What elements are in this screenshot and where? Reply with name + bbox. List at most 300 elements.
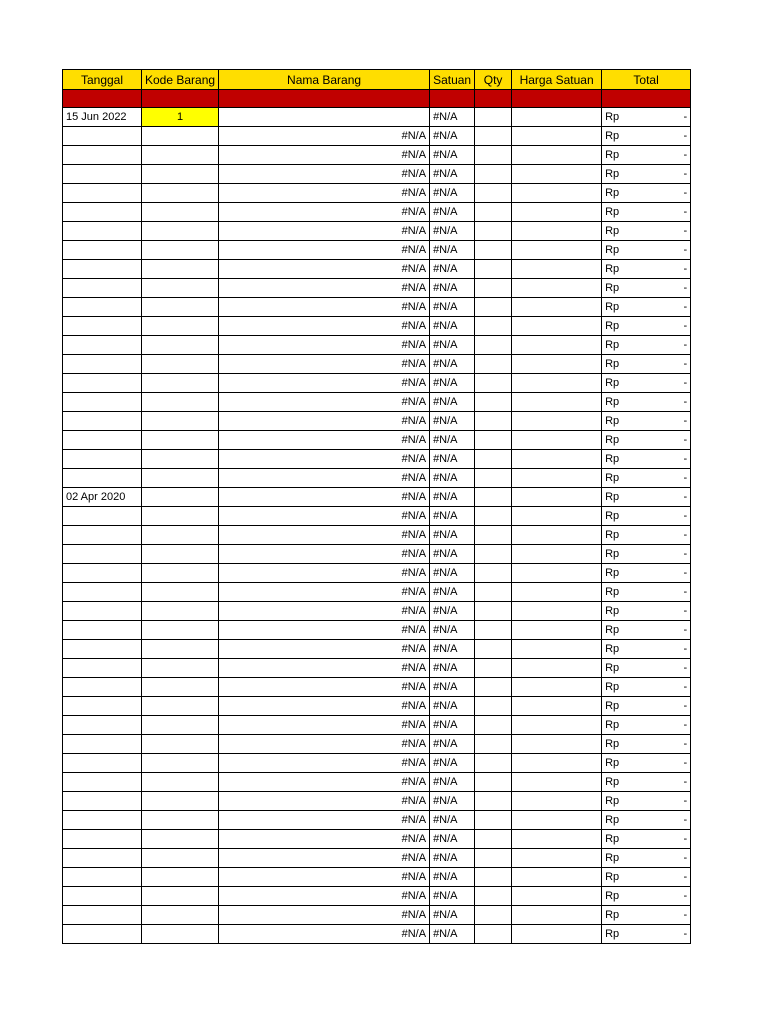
cell-total[interactable] bbox=[602, 887, 691, 906]
cell-tanggal[interactable] bbox=[63, 583, 142, 602]
cell-total[interactable] bbox=[602, 773, 691, 792]
cell-nama-barang[interactable]: #N/A bbox=[219, 336, 430, 355]
header-nama-barang[interactable]: Nama Barang bbox=[219, 70, 430, 90]
cell-satuan[interactable]: #N/A bbox=[430, 184, 475, 203]
cell-nama-barang[interactable]: #N/A bbox=[219, 754, 430, 773]
cell-qty[interactable] bbox=[475, 849, 512, 868]
cell-kode-barang[interactable] bbox=[142, 564, 219, 583]
cell-nama-barang[interactable]: #N/A bbox=[219, 298, 430, 317]
cell-total[interactable] bbox=[602, 735, 691, 754]
cell-tanggal[interactable] bbox=[63, 925, 142, 944]
cell-harga-satuan[interactable] bbox=[512, 906, 602, 925]
header-tanggal[interactable]: Tanggal bbox=[63, 70, 142, 90]
cell-tanggal[interactable] bbox=[63, 602, 142, 621]
cell-harga-satuan[interactable] bbox=[512, 735, 602, 754]
cell-total[interactable] bbox=[602, 108, 691, 127]
cell-kode-barang[interactable] bbox=[142, 450, 219, 469]
cell-nama-barang[interactable]: #N/A bbox=[219, 849, 430, 868]
cell-kode-barang[interactable] bbox=[142, 640, 219, 659]
cell-qty[interactable] bbox=[475, 507, 512, 526]
header-harga-satuan[interactable]: Harga Satuan bbox=[512, 70, 602, 90]
cell-satuan[interactable]: #N/A bbox=[430, 146, 475, 165]
cell-harga-satuan[interactable] bbox=[512, 830, 602, 849]
cell-harga-satuan[interactable] bbox=[512, 792, 602, 811]
cell-tanggal[interactable] bbox=[63, 507, 142, 526]
cell-tanggal[interactable] bbox=[63, 336, 142, 355]
cell-tanggal[interactable] bbox=[63, 127, 142, 146]
cell-satuan[interactable]: #N/A bbox=[430, 450, 475, 469]
header-satuan[interactable]: Satuan bbox=[430, 70, 475, 90]
cell-kode-barang[interactable] bbox=[142, 678, 219, 697]
cell-kode-barang[interactable] bbox=[142, 716, 219, 735]
cell-qty[interactable] bbox=[475, 925, 512, 944]
cell-harga-satuan[interactable] bbox=[512, 412, 602, 431]
cell-nama-barang[interactable]: #N/A bbox=[219, 621, 430, 640]
cell-qty[interactable] bbox=[475, 431, 512, 450]
cell-nama-barang[interactable]: #N/A bbox=[219, 279, 430, 298]
cell-harga-satuan[interactable] bbox=[512, 564, 602, 583]
cell-nama-barang[interactable]: #N/A bbox=[219, 925, 430, 944]
cell-harga-satuan[interactable] bbox=[512, 469, 602, 488]
cell-total[interactable] bbox=[602, 279, 691, 298]
cell-total[interactable] bbox=[602, 583, 691, 602]
cell-tanggal[interactable] bbox=[63, 203, 142, 222]
cell-harga-satuan[interactable] bbox=[512, 545, 602, 564]
cell-tanggal[interactable] bbox=[63, 887, 142, 906]
cell-qty[interactable] bbox=[475, 127, 512, 146]
cell-qty[interactable] bbox=[475, 203, 512, 222]
cell-harga-satuan[interactable] bbox=[512, 583, 602, 602]
cell-tanggal[interactable] bbox=[63, 868, 142, 887]
cell-harga-satuan[interactable] bbox=[512, 602, 602, 621]
cell-total[interactable] bbox=[602, 260, 691, 279]
cell-nama-barang[interactable]: #N/A bbox=[219, 241, 430, 260]
cell-kode-barang[interactable] bbox=[142, 925, 219, 944]
cell-qty[interactable] bbox=[475, 393, 512, 412]
cell-total[interactable] bbox=[602, 431, 691, 450]
cell-kode-barang[interactable] bbox=[142, 488, 219, 507]
cell-tanggal[interactable] bbox=[63, 374, 142, 393]
cell-harga-satuan[interactable] bbox=[512, 488, 602, 507]
cell-tanggal[interactable] bbox=[63, 355, 142, 374]
cell-total[interactable] bbox=[602, 849, 691, 868]
cell-harga-satuan[interactable] bbox=[512, 697, 602, 716]
cell-harga-satuan[interactable] bbox=[512, 431, 602, 450]
cell-satuan[interactable]: #N/A bbox=[430, 507, 475, 526]
cell-kode-barang[interactable] bbox=[142, 355, 219, 374]
cell-kode-barang[interactable] bbox=[142, 431, 219, 450]
cell-tanggal[interactable] bbox=[63, 469, 142, 488]
cell-tanggal[interactable] bbox=[63, 906, 142, 925]
cell-total[interactable] bbox=[602, 792, 691, 811]
cell-total[interactable] bbox=[602, 811, 691, 830]
cell-harga-satuan[interactable] bbox=[512, 203, 602, 222]
cell-nama-barang[interactable]: #N/A bbox=[219, 545, 430, 564]
cell-harga-satuan[interactable] bbox=[512, 716, 602, 735]
cell-satuan[interactable]: #N/A bbox=[430, 583, 475, 602]
cell-qty[interactable] bbox=[475, 659, 512, 678]
cell-total[interactable] bbox=[602, 868, 691, 887]
cell-total[interactable] bbox=[602, 393, 691, 412]
cell-harga-satuan[interactable] bbox=[512, 526, 602, 545]
cell-kode-barang[interactable] bbox=[142, 165, 219, 184]
cell-tanggal[interactable] bbox=[63, 184, 142, 203]
cell-harga-satuan[interactable] bbox=[512, 127, 602, 146]
cell-kode-barang[interactable] bbox=[142, 260, 219, 279]
cell-kode-barang[interactable] bbox=[142, 317, 219, 336]
cell-total[interactable] bbox=[602, 697, 691, 716]
cell-kode-barang[interactable] bbox=[142, 336, 219, 355]
cell-kode-barang[interactable] bbox=[142, 602, 219, 621]
cell-nama-barang[interactable]: #N/A bbox=[219, 355, 430, 374]
cell-nama-barang[interactable]: #N/A bbox=[219, 431, 430, 450]
cell-kode-barang[interactable] bbox=[142, 735, 219, 754]
cell-nama-barang[interactable]: #N/A bbox=[219, 659, 430, 678]
cell-harga-satuan[interactable] bbox=[512, 241, 602, 260]
cell-harga-satuan[interactable] bbox=[512, 773, 602, 792]
cell-tanggal[interactable] bbox=[63, 317, 142, 336]
cell-nama-barang[interactable]: #N/A bbox=[219, 393, 430, 412]
cell-harga-satuan[interactable] bbox=[512, 754, 602, 773]
cell-tanggal[interactable] bbox=[63, 165, 142, 184]
cell-total[interactable] bbox=[602, 716, 691, 735]
cell-kode-barang[interactable] bbox=[142, 906, 219, 925]
cell-qty[interactable] bbox=[475, 773, 512, 792]
cell-qty[interactable] bbox=[475, 868, 512, 887]
cell-qty[interactable] bbox=[475, 754, 512, 773]
cell-kode-barang[interactable] bbox=[142, 203, 219, 222]
cell-qty[interactable] bbox=[475, 336, 512, 355]
cell-total[interactable] bbox=[602, 222, 691, 241]
cell-nama-barang[interactable]: #N/A bbox=[219, 165, 430, 184]
cell-satuan[interactable]: #N/A bbox=[430, 279, 475, 298]
cell-satuan[interactable]: #N/A bbox=[430, 298, 475, 317]
cell-total[interactable] bbox=[602, 336, 691, 355]
cell-nama-barang[interactable]: #N/A bbox=[219, 260, 430, 279]
cell-kode-barang[interactable] bbox=[142, 830, 219, 849]
cell-kode-barang[interactable] bbox=[142, 545, 219, 564]
cell-harga-satuan[interactable] bbox=[512, 849, 602, 868]
cell-harga-satuan[interactable] bbox=[512, 165, 602, 184]
cell-satuan[interactable]: #N/A bbox=[430, 621, 475, 640]
cell-satuan[interactable]: #N/A bbox=[430, 355, 475, 374]
cell-qty[interactable] bbox=[475, 906, 512, 925]
cell-qty[interactable] bbox=[475, 735, 512, 754]
cell-tanggal[interactable] bbox=[63, 697, 142, 716]
cell-qty[interactable] bbox=[475, 450, 512, 469]
cell-qty[interactable] bbox=[475, 298, 512, 317]
cell-nama-barang[interactable]: #N/A bbox=[219, 222, 430, 241]
cell-nama-barang[interactable]: #N/A bbox=[219, 526, 430, 545]
cell-total[interactable] bbox=[602, 374, 691, 393]
cell-qty[interactable] bbox=[475, 716, 512, 735]
cell-total[interactable] bbox=[602, 545, 691, 564]
cell-satuan[interactable]: #N/A bbox=[430, 260, 475, 279]
cell-qty[interactable] bbox=[475, 830, 512, 849]
cell-qty[interactable] bbox=[475, 412, 512, 431]
cell-nama-barang[interactable]: #N/A bbox=[219, 564, 430, 583]
cell-kode-barang[interactable] bbox=[142, 222, 219, 241]
cell-nama-barang[interactable]: #N/A bbox=[219, 583, 430, 602]
cell-tanggal[interactable] bbox=[63, 773, 142, 792]
cell-qty[interactable] bbox=[475, 317, 512, 336]
cell-nama-barang[interactable]: #N/A bbox=[219, 469, 430, 488]
cell-nama-barang[interactable]: #N/A bbox=[219, 773, 430, 792]
cell-tanggal[interactable] bbox=[63, 640, 142, 659]
cell-harga-satuan[interactable] bbox=[512, 146, 602, 165]
cell-total[interactable] bbox=[602, 127, 691, 146]
cell-harga-satuan[interactable] bbox=[512, 393, 602, 412]
cell-satuan[interactable]: #N/A bbox=[430, 830, 475, 849]
cell-harga-satuan[interactable] bbox=[512, 640, 602, 659]
cell-satuan[interactable]: #N/A bbox=[430, 754, 475, 773]
cell-qty[interactable] bbox=[475, 887, 512, 906]
cell-nama-barang[interactable]: #N/A bbox=[219, 792, 430, 811]
cell-tanggal[interactable] bbox=[63, 735, 142, 754]
cell-harga-satuan[interactable] bbox=[512, 659, 602, 678]
cell-kode-barang[interactable] bbox=[142, 849, 219, 868]
cell-satuan[interactable]: #N/A bbox=[430, 412, 475, 431]
cell-qty[interactable] bbox=[475, 260, 512, 279]
red-band-cell[interactable] bbox=[142, 90, 219, 108]
cell-harga-satuan[interactable] bbox=[512, 108, 602, 127]
cell-satuan[interactable]: #N/A bbox=[430, 659, 475, 678]
cell-satuan[interactable]: #N/A bbox=[430, 431, 475, 450]
cell-qty[interactable] bbox=[475, 678, 512, 697]
cell-satuan[interactable]: #N/A bbox=[430, 526, 475, 545]
cell-harga-satuan[interactable] bbox=[512, 222, 602, 241]
cell-kode-barang[interactable] bbox=[142, 469, 219, 488]
cell-satuan[interactable]: #N/A bbox=[430, 773, 475, 792]
red-band-cell[interactable] bbox=[475, 90, 512, 108]
cell-kode-barang[interactable] bbox=[142, 412, 219, 431]
red-band-cell[interactable] bbox=[430, 90, 475, 108]
cell-harga-satuan[interactable] bbox=[512, 317, 602, 336]
cell-harga-satuan[interactable] bbox=[512, 887, 602, 906]
cell-total[interactable] bbox=[602, 146, 691, 165]
header-qty[interactable]: Qty bbox=[475, 70, 512, 90]
cell-qty[interactable] bbox=[475, 146, 512, 165]
cell-nama-barang[interactable]: #N/A bbox=[219, 450, 430, 469]
cell-tanggal[interactable] bbox=[63, 260, 142, 279]
cell-tanggal[interactable] bbox=[63, 412, 142, 431]
header-total[interactable]: Total bbox=[602, 70, 691, 90]
cell-nama-barang[interactable]: #N/A bbox=[219, 412, 430, 431]
cell-satuan[interactable]: #N/A bbox=[430, 165, 475, 184]
cell-nama-barang[interactable]: #N/A bbox=[219, 735, 430, 754]
cell-qty[interactable] bbox=[475, 355, 512, 374]
cell-kode-barang[interactable] bbox=[142, 241, 219, 260]
cell-satuan[interactable]: #N/A bbox=[430, 488, 475, 507]
cell-satuan[interactable]: #N/A bbox=[430, 602, 475, 621]
cell-harga-satuan[interactable] bbox=[512, 925, 602, 944]
red-band-cell[interactable] bbox=[512, 90, 602, 108]
cell-tanggal[interactable] bbox=[63, 298, 142, 317]
cell-kode-barang[interactable] bbox=[142, 868, 219, 887]
cell-satuan[interactable]: #N/A bbox=[430, 469, 475, 488]
cell-qty[interactable] bbox=[475, 488, 512, 507]
cell-tanggal[interactable] bbox=[63, 279, 142, 298]
cell-total[interactable] bbox=[602, 317, 691, 336]
cell-tanggal[interactable] bbox=[63, 716, 142, 735]
cell-nama-barang[interactable]: #N/A bbox=[219, 906, 430, 925]
cell-qty[interactable] bbox=[475, 602, 512, 621]
cell-tanggal[interactable] bbox=[63, 450, 142, 469]
cell-total[interactable] bbox=[602, 184, 691, 203]
cell-qty[interactable] bbox=[475, 241, 512, 260]
cell-harga-satuan[interactable] bbox=[512, 450, 602, 469]
cell-satuan[interactable]: #N/A bbox=[430, 868, 475, 887]
cell-satuan[interactable]: #N/A bbox=[430, 697, 475, 716]
cell-tanggal[interactable] bbox=[63, 431, 142, 450]
cell-kode-barang[interactable] bbox=[142, 507, 219, 526]
cell-kode-barang[interactable] bbox=[142, 887, 219, 906]
cell-total[interactable] bbox=[602, 640, 691, 659]
cell-qty[interactable] bbox=[475, 184, 512, 203]
cell-kode-barang[interactable] bbox=[142, 621, 219, 640]
cell-satuan[interactable]: #N/A bbox=[430, 374, 475, 393]
cell-qty[interactable] bbox=[475, 526, 512, 545]
cell-total[interactable] bbox=[602, 298, 691, 317]
cell-total[interactable] bbox=[602, 355, 691, 374]
cell-qty[interactable] bbox=[475, 792, 512, 811]
cell-qty[interactable] bbox=[475, 374, 512, 393]
header-kode-barang[interactable]: Kode Barang bbox=[142, 70, 219, 90]
cell-total[interactable] bbox=[602, 678, 691, 697]
cell-total[interactable] bbox=[602, 526, 691, 545]
cell-harga-satuan[interactable] bbox=[512, 260, 602, 279]
cell-harga-satuan[interactable] bbox=[512, 868, 602, 887]
cell-nama-barang[interactable]: #N/A bbox=[219, 697, 430, 716]
cell-kode-barang[interactable] bbox=[142, 583, 219, 602]
cell-qty[interactable] bbox=[475, 564, 512, 583]
cell-harga-satuan[interactable] bbox=[512, 184, 602, 203]
cell-qty[interactable] bbox=[475, 469, 512, 488]
cell-kode-barang[interactable] bbox=[142, 754, 219, 773]
cell-total[interactable] bbox=[602, 925, 691, 944]
cell-nama-barang[interactable]: #N/A bbox=[219, 184, 430, 203]
cell-qty[interactable] bbox=[475, 640, 512, 659]
cell-satuan[interactable]: #N/A bbox=[430, 678, 475, 697]
cell-kode-barang[interactable] bbox=[142, 374, 219, 393]
cell-satuan[interactable]: #N/A bbox=[430, 811, 475, 830]
red-band-cell[interactable] bbox=[219, 90, 430, 108]
cell-tanggal[interactable] bbox=[63, 659, 142, 678]
cell-total[interactable] bbox=[602, 621, 691, 640]
cell-harga-satuan[interactable] bbox=[512, 621, 602, 640]
cell-kode-barang[interactable] bbox=[142, 279, 219, 298]
cell-satuan[interactable]: #N/A bbox=[430, 906, 475, 925]
cell-nama-barang[interactable]: #N/A bbox=[219, 317, 430, 336]
cell-satuan[interactable]: #N/A bbox=[430, 887, 475, 906]
cell-kode-barang[interactable] bbox=[142, 526, 219, 545]
cell-nama-barang[interactable] bbox=[219, 108, 430, 127]
cell-total[interactable] bbox=[602, 241, 691, 260]
cell-kode-barang[interactable] bbox=[142, 773, 219, 792]
cell-satuan[interactable]: #N/A bbox=[430, 108, 475, 127]
cell-kode-barang[interactable]: 1 bbox=[142, 108, 219, 127]
cell-tanggal[interactable] bbox=[63, 526, 142, 545]
cell-nama-barang[interactable]: #N/A bbox=[219, 640, 430, 659]
cell-tanggal[interactable] bbox=[63, 830, 142, 849]
cell-tanggal[interactable] bbox=[63, 811, 142, 830]
cell-kode-barang[interactable] bbox=[142, 697, 219, 716]
cell-satuan[interactable]: #N/A bbox=[430, 336, 475, 355]
cell-tanggal[interactable] bbox=[63, 564, 142, 583]
cell-nama-barang[interactable]: #N/A bbox=[219, 887, 430, 906]
cell-nama-barang[interactable]: #N/A bbox=[219, 868, 430, 887]
cell-tanggal[interactable] bbox=[63, 241, 142, 260]
cell-kode-barang[interactable] bbox=[142, 127, 219, 146]
cell-nama-barang[interactable]: #N/A bbox=[219, 716, 430, 735]
cell-satuan[interactable]: #N/A bbox=[430, 203, 475, 222]
cell-tanggal[interactable] bbox=[63, 146, 142, 165]
cell-qty[interactable] bbox=[475, 583, 512, 602]
cell-total[interactable] bbox=[602, 412, 691, 431]
cell-kode-barang[interactable] bbox=[142, 184, 219, 203]
cell-kode-barang[interactable] bbox=[142, 393, 219, 412]
cell-total[interactable] bbox=[602, 488, 691, 507]
cell-tanggal[interactable]: 02 Apr 2020 bbox=[63, 488, 142, 507]
cell-total[interactable] bbox=[602, 830, 691, 849]
cell-qty[interactable] bbox=[475, 279, 512, 298]
cell-tanggal[interactable] bbox=[63, 678, 142, 697]
cell-tanggal[interactable] bbox=[63, 792, 142, 811]
cell-nama-barang[interactable]: #N/A bbox=[219, 678, 430, 697]
cell-satuan[interactable]: #N/A bbox=[430, 925, 475, 944]
cell-total[interactable] bbox=[602, 203, 691, 222]
cell-satuan[interactable]: #N/A bbox=[430, 222, 475, 241]
cell-harga-satuan[interactable] bbox=[512, 374, 602, 393]
cell-satuan[interactable]: #N/A bbox=[430, 317, 475, 336]
cell-satuan[interactable]: #N/A bbox=[430, 127, 475, 146]
cell-total[interactable] bbox=[602, 165, 691, 184]
cell-total[interactable] bbox=[602, 564, 691, 583]
cell-qty[interactable] bbox=[475, 697, 512, 716]
cell-satuan[interactable]: #N/A bbox=[430, 393, 475, 412]
cell-nama-barang[interactable]: #N/A bbox=[219, 374, 430, 393]
cell-kode-barang[interactable] bbox=[142, 811, 219, 830]
cell-satuan[interactable]: #N/A bbox=[430, 545, 475, 564]
cell-harga-satuan[interactable] bbox=[512, 279, 602, 298]
cell-kode-barang[interactable] bbox=[142, 298, 219, 317]
cell-satuan[interactable]: #N/A bbox=[430, 564, 475, 583]
cell-qty[interactable] bbox=[475, 621, 512, 640]
cell-total[interactable] bbox=[602, 754, 691, 773]
cell-nama-barang[interactable]: #N/A bbox=[219, 830, 430, 849]
cell-harga-satuan[interactable] bbox=[512, 336, 602, 355]
cell-nama-barang[interactable]: #N/A bbox=[219, 488, 430, 507]
cell-nama-barang[interactable]: #N/A bbox=[219, 146, 430, 165]
cell-nama-barang[interactable]: #N/A bbox=[219, 203, 430, 222]
cell-qty[interactable] bbox=[475, 165, 512, 184]
cell-harga-satuan[interactable] bbox=[512, 507, 602, 526]
cell-satuan[interactable]: #N/A bbox=[430, 735, 475, 754]
cell-kode-barang[interactable] bbox=[142, 146, 219, 165]
cell-total[interactable] bbox=[602, 450, 691, 469]
cell-satuan[interactable]: #N/A bbox=[430, 716, 475, 735]
cell-nama-barang[interactable]: #N/A bbox=[219, 811, 430, 830]
red-band-cell[interactable] bbox=[602, 90, 691, 108]
cell-kode-barang[interactable] bbox=[142, 792, 219, 811]
cell-kode-barang[interactable] bbox=[142, 659, 219, 678]
cell-tanggal[interactable] bbox=[63, 393, 142, 412]
cell-qty[interactable] bbox=[475, 545, 512, 564]
cell-qty[interactable] bbox=[475, 811, 512, 830]
cell-harga-satuan[interactable] bbox=[512, 811, 602, 830]
cell-satuan[interactable]: #N/A bbox=[430, 241, 475, 260]
cell-total[interactable] bbox=[602, 659, 691, 678]
